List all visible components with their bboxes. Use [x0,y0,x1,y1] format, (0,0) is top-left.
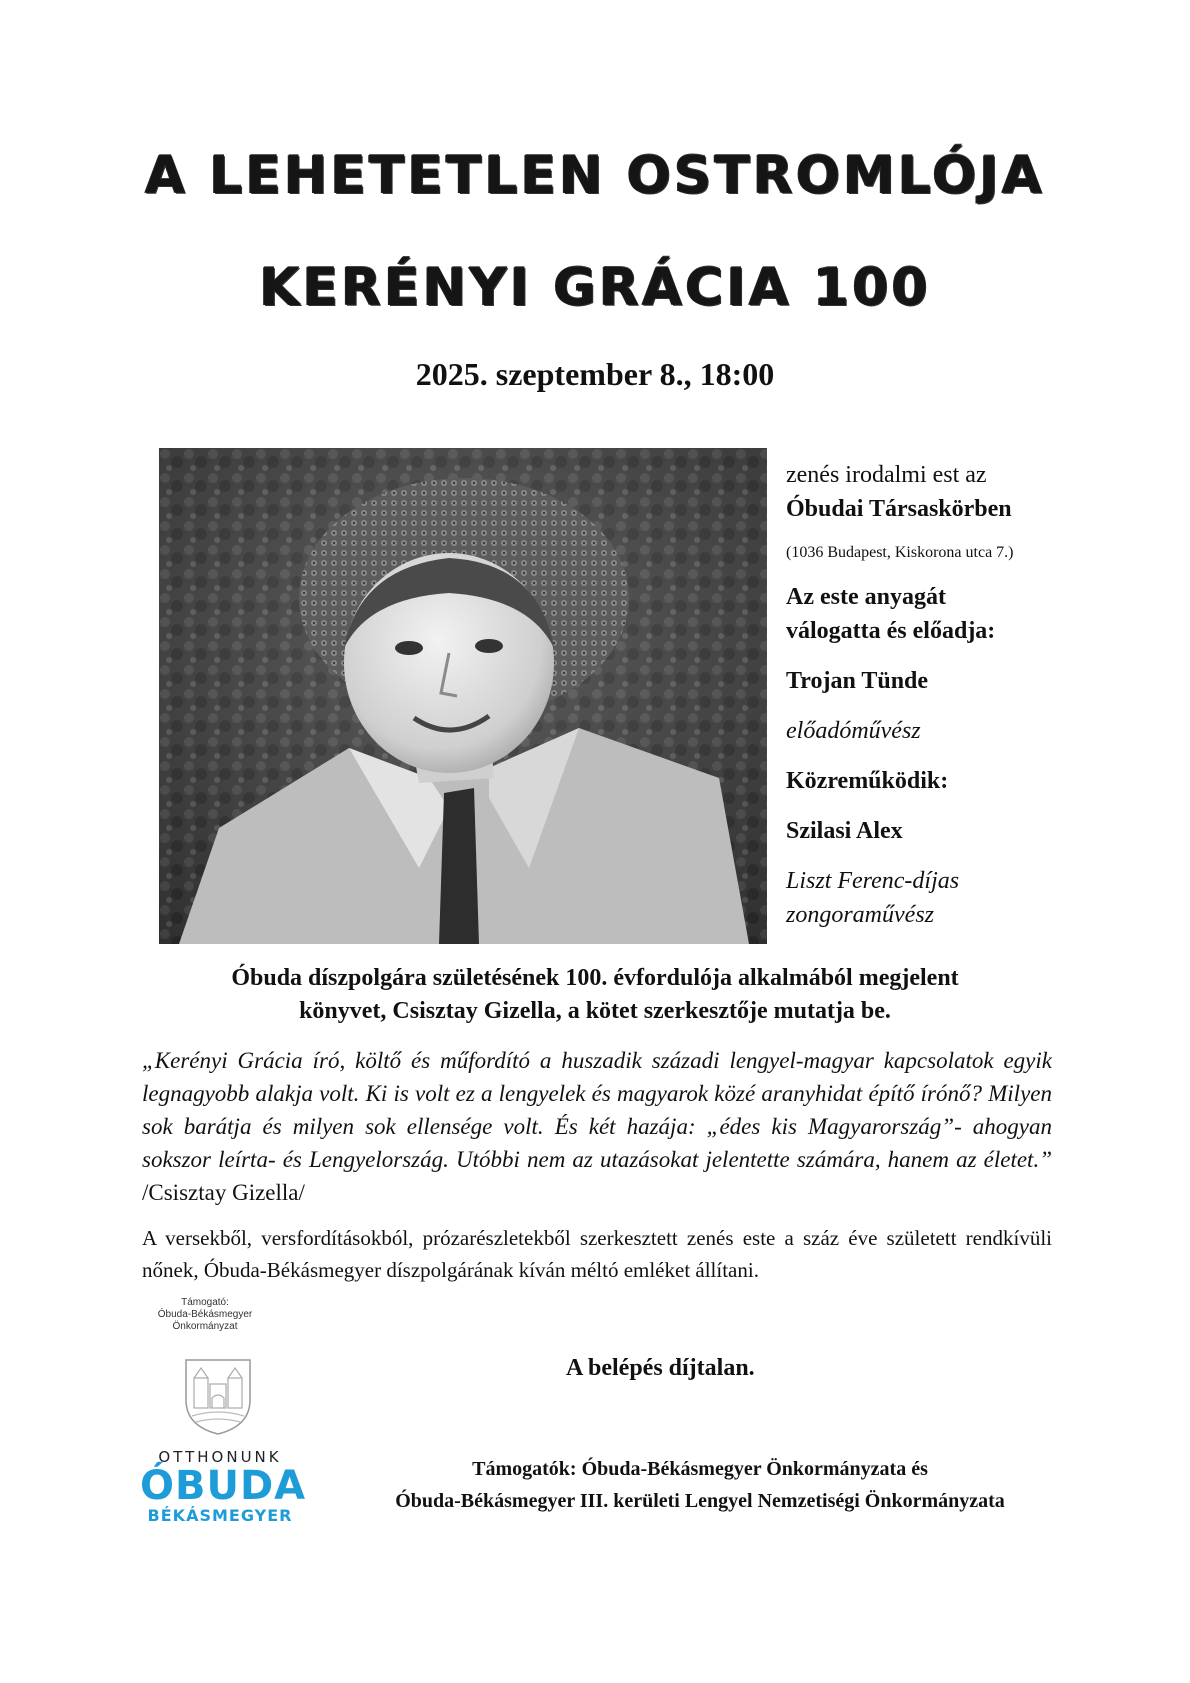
supporters-line-2: Óbuda-Békásmegyer III. kerületi Lengyel Nemzetiségi Önkormányzata [395,1490,1005,1512]
announcement-line-1: Óbuda díszpolgára születésének 100. évfordulója alkalmából megjelent [231,965,959,991]
sponsor-label-line-1: Támogató: [181,1297,229,1308]
contributor-role-2: zongoraművész [786,902,934,928]
event-description: A versekből, versfordításokból, prózarészletekből szerkesztett zenés este a száz éve született rendkívüli nőnek, Óbuda-Békásmegyer díszpolgárának kíván méltó emléket állítani. [142,1226,1052,1282]
announcement-line-2: könyvet, Csisztay Gizella, a kötet szerkesztője mutatja be. [299,998,891,1024]
venue: Óbudai Társaskörben [786,496,1012,522]
contributor-role-1: Liszt Ferenc-díjas [786,868,960,894]
presenter-heading-1: Az este anyagát [786,584,946,610]
presenter-role: előadóművész [786,718,921,744]
contributor-heading: Közreműködik: [786,768,949,794]
supporters [300,1453,1100,1517]
poster-title-line-2: KERÉNYI GRÁCIA 100 [259,258,931,318]
obuda-coat-of-arms-icon [182,1354,254,1441]
quote-text: „Kerényi Grácia író, költő és műfordító a huszadik századi lengyel-magyar kapcsolatok egyik legnagyobb alakja volt. Ki is volt ez a lengyelek és magyarok közé aranyhidat építő írónő? Milyen sok barátja és milyen sok ellensége volt. És két hazája: „édes kis Magyarország”- ahogyan sokszor leírta- és Lengyelország. Utóbbi nem az utazásokat jelentette számára, hanem az életet.” [142,1048,1052,1172]
sponsor-label-line-2: Óbuda-Békásmegyer [157,1309,253,1320]
portrait-photo [159,448,767,944]
presenter-heading-2: válogatta és előadja: [786,618,996,644]
logo-top-text: OTTHONUNK [158,1448,282,1466]
logo-bottom-text: BÉKÁSMEGYER [147,1506,293,1525]
presenter-name: Trojan Tünde [786,668,929,694]
free-entry: A belépés díjtalan. [566,1355,755,1381]
contributor-name: Szilasi Alex [786,818,903,844]
venue-address: (1036 Budapest, Kiskorona utca 7.) [786,544,1014,561]
supporters-line-1: Támogatók: Óbuda-Békásmegyer Önkormányzata és [472,1458,928,1480]
sponsor-label [150,1297,260,1333]
sponsor-label-line-3: Önkormányzat [172,1321,238,1332]
event-type: zenés irodalmi est az [786,462,987,488]
poster-title-line-1: A LEHETETLEN OSTROMLÓJA [145,146,1045,206]
book-announcement [0,962,1190,1028]
quote-author: /Csisztay Gizella/ [142,1180,305,1205]
obuda-logo [140,1448,307,1525]
logo-main-text: ÓBUDA [140,1463,307,1509]
quote-block [142,1044,1052,1209]
event-date: 2025. szeptember 8., 18:00 [415,356,775,392]
